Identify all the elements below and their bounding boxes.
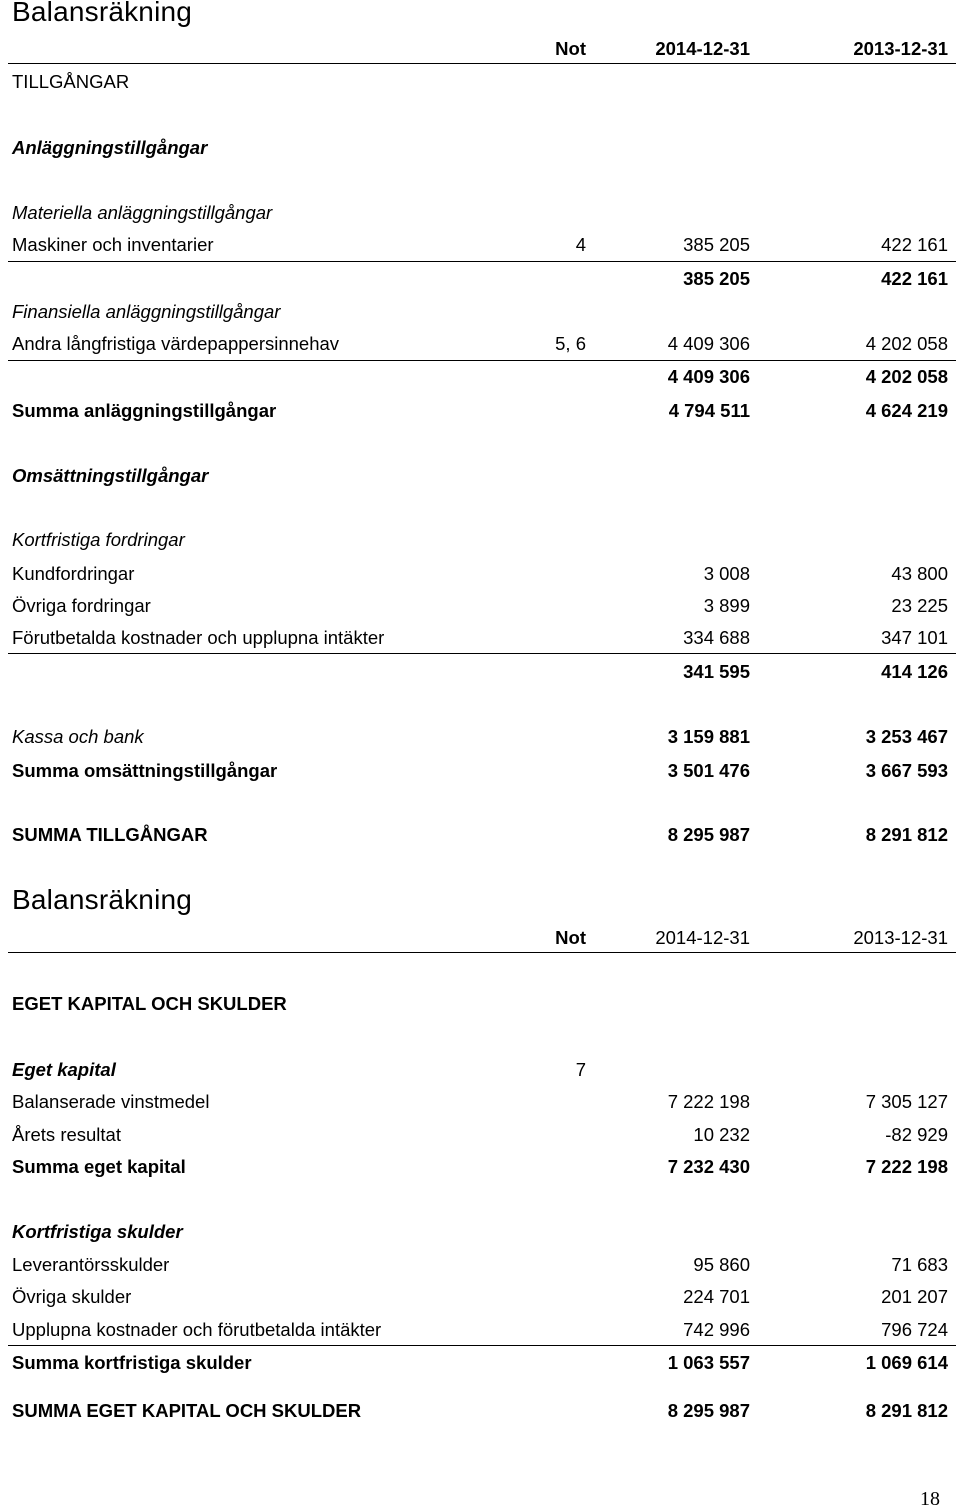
subtotal-row: 385 205 422 161 <box>683 268 948 289</box>
group-heading: Anläggningstillgångar <box>12 137 208 158</box>
total-row: Summa anläggningstillgångar 4 794 511 4 624 219 <box>12 400 948 421</box>
table-row: Leverantörsskulder 95 860 71 683 <box>12 1254 948 1275</box>
subtotal-divider <box>8 360 956 361</box>
column-header-row <box>0 923 956 953</box>
total-row: Summa omsättningstillgångar 3 501 476 3 667 593 <box>12 760 948 781</box>
header-divider <box>8 952 956 953</box>
subtotal-divider <box>8 261 956 262</box>
table-row: Andra långfristiga värdepappersinnehav 5, 6 4 409 306 4 202 058 <box>12 333 948 354</box>
subtotal-row: 4 409 306 4 202 058 <box>667 366 948 387</box>
group-heading: Kortfristiga skulder <box>12 1221 183 1242</box>
grand-total-row: SUMMA TILLGÅNGAR 8 295 987 8 291 812 <box>12 824 948 845</box>
table-row: Övriga fordringar 3 899 23 225 <box>12 595 948 616</box>
current-year-header: 2014-12-31 <box>655 38 750 59</box>
note-column-header: Not <box>555 38 586 59</box>
table-row: Kundfordringar 3 008 43 800 <box>12 563 948 584</box>
table-row: Förutbetalda kostnader och upplupna intäkter 334 688 347 101 <box>12 627 948 648</box>
subtotal-row: 341 595 414 126 <box>683 661 948 682</box>
prior-year-header: 2013-12-31 <box>853 927 948 948</box>
subtotal-divider <box>8 653 956 654</box>
balance-sheet-title: Balansräkning <box>12 884 193 915</box>
subgroup-heading: Kortfristiga fordringar <box>12 529 185 550</box>
total-row: Summa eget kapital 7 232 430 7 222 198 <box>12 1156 948 1177</box>
table-row: Årets resultat 10 232 -82 929 <box>12 1124 948 1145</box>
grand-total-row: SUMMA EGET KAPITAL OCH SKULDER 8 295 987 8 291 812 <box>12 1400 948 1421</box>
subgroup-heading: Materiella anläggningstillgångar <box>12 202 273 223</box>
subgroup-heading: Finansiella anläggningstillgångar <box>12 301 281 322</box>
table-row: Kassa och bank 3 159 881 3 253 467 <box>12 726 948 747</box>
prior-year-header: 2013-12-31 <box>853 38 948 59</box>
note-column-header: Not <box>555 927 586 948</box>
balance-sheet-title: Balansräkning <box>12 0 193 27</box>
column-header-row <box>0 34 956 64</box>
current-year-header: 2014-12-31 <box>655 927 750 948</box>
section-heading: EGET KAPITAL OCH SKULDER <box>12 993 287 1014</box>
table-row: Övriga skulder 224 701 201 207 <box>12 1286 948 1307</box>
total-row: Summa kortfristiga skulder 1 063 557 1 069 614 <box>12 1352 948 1373</box>
subtotal-divider <box>8 1345 956 1346</box>
section-heading: TILLGÅNGAR <box>12 71 130 92</box>
page-number: 18 <box>920 1488 940 1510</box>
header-divider <box>8 63 956 64</box>
table-row: Upplupna kostnader och förutbetalda intäkter 742 996 796 724 <box>12 1319 948 1340</box>
table-row: Maskiner och inventarier 4 385 205 422 161 <box>12 234 948 255</box>
group-heading: Omsättningstillgångar <box>12 465 209 486</box>
table-row: Balanserade vinstmedel 7 222 198 7 305 127 <box>12 1091 948 1112</box>
group-heading: Eget kapital 7 <box>12 1059 586 1080</box>
